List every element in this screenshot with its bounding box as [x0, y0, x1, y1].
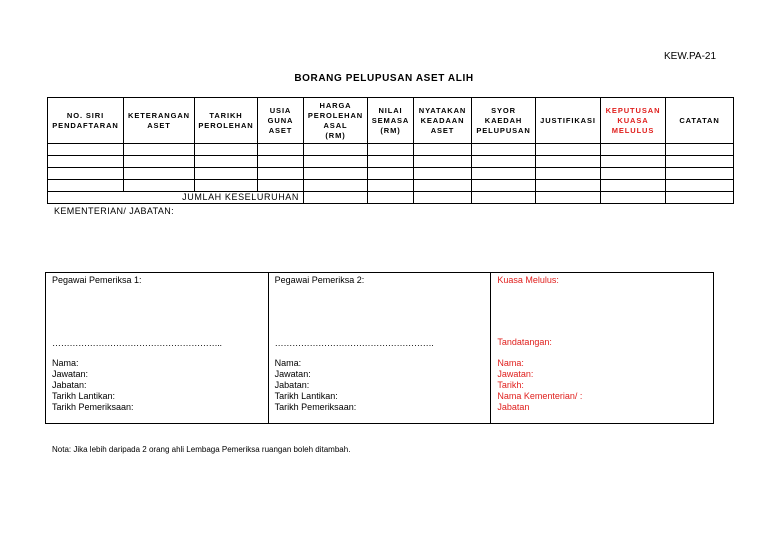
table-cell[interactable]	[258, 180, 304, 192]
approver-name-field[interactable]: Nama:	[497, 358, 524, 368]
header-line: GUNA	[267, 115, 294, 125]
table-cell[interactable]	[258, 168, 304, 180]
officer1-position-field[interactable]: Jawatan:	[52, 369, 89, 379]
col-keputusan-kuasa-melulus	[601, 98, 666, 144]
header-line: HARGA	[319, 100, 352, 110]
table-row	[48, 168, 734, 180]
table-cell[interactable]	[601, 156, 666, 168]
header-line: TARIKH	[209, 110, 243, 120]
table-cell[interactable]	[195, 180, 258, 192]
table-cell[interactable]	[368, 180, 414, 192]
table-cell[interactable]	[472, 180, 536, 192]
header-line: NILAI	[378, 105, 403, 115]
header-line: SYOR	[491, 105, 516, 115]
officer1-signature-line[interactable]: …………………………………………………..	[52, 338, 222, 348]
approver-signature-field[interactable]: Tandatangan:	[497, 337, 552, 347]
table-cell[interactable]	[536, 156, 601, 168]
approver-heading: Kuasa Melulus:	[497, 275, 559, 285]
table-cell	[601, 192, 666, 204]
header-line: SEMASA	[371, 115, 410, 125]
table-cell	[472, 192, 536, 204]
officer2-inspection-date-field[interactable]: Tarikh Pemeriksaan:	[274, 402, 357, 412]
table-cell[interactable]	[472, 168, 536, 180]
table-header-row	[48, 98, 734, 144]
officer2-department-field[interactable]: Jabatan:	[274, 380, 310, 390]
header-line: KEPUTUSAN	[605, 105, 661, 115]
col-justifikasi	[536, 98, 601, 144]
total-nilai-semasa-cell[interactable]	[368, 192, 414, 204]
table-cell[interactable]	[124, 168, 195, 180]
header-line: PELUPUSAN	[476, 125, 531, 135]
officer1-appointment-date-field[interactable]: Tarikh Lantikan:	[52, 391, 116, 401]
header-line: KETERANGAN	[128, 110, 190, 120]
header-line: JUSTIFIKASI	[540, 115, 596, 125]
approver-department-field[interactable]: Jabatan	[497, 402, 530, 412]
officer2-section	[268, 273, 491, 423]
table-cell[interactable]	[124, 156, 195, 168]
table-cell[interactable]	[666, 144, 734, 156]
table-cell[interactable]	[304, 144, 368, 156]
total-label: JUMLAH KESELURUHAN	[48, 192, 304, 204]
col-catatan	[666, 98, 734, 144]
header-line: NO. SIRI	[66, 110, 105, 120]
table-cell[interactable]	[368, 156, 414, 168]
table-cell[interactable]	[48, 144, 124, 156]
officer2-position-field[interactable]: Jawatan:	[274, 369, 311, 379]
table-cell[interactable]	[666, 156, 734, 168]
approver-fields	[497, 358, 582, 413]
officer1-inspection-date-field[interactable]: Tarikh Pemeriksaan:	[52, 402, 134, 412]
header-line: ASAL	[323, 120, 348, 130]
header-line: PENDAFTARAN	[52, 120, 119, 130]
table-cell[interactable]	[472, 156, 536, 168]
table-cell[interactable]	[414, 156, 472, 168]
header-line: USIA	[269, 105, 292, 115]
table-cell[interactable]	[48, 156, 124, 168]
header-line: ASET	[147, 120, 171, 130]
approver-date-field[interactable]: Tarikh:	[497, 380, 524, 390]
table-cell[interactable]	[536, 144, 601, 156]
approver-ministry-field[interactable]: Nama Kementerian/ :	[497, 391, 583, 401]
table-cell	[414, 192, 472, 204]
form-code: KEW.PA-21	[664, 51, 717, 62]
officer2-appointment-date-field[interactable]: Tarikh Lantikan:	[274, 391, 338, 401]
table-cell[interactable]	[258, 156, 304, 168]
header-line: (RM)	[325, 130, 346, 140]
total-row	[48, 192, 734, 204]
table-cell[interactable]	[304, 156, 368, 168]
total-harga-perolehan-cell[interactable]	[304, 192, 368, 204]
table-cell[interactable]	[601, 168, 666, 180]
signature-box	[45, 272, 714, 424]
table-cell[interactable]	[666, 180, 734, 192]
officer1-heading: Pegawai Pemeriksa 1:	[52, 275, 142, 285]
officer2-fields	[275, 358, 357, 413]
officer2-name-field[interactable]: Nama:	[274, 358, 302, 368]
form-title: BORANG PELUPUSAN ASET ALIH	[294, 73, 474, 84]
header-line: KUASA	[617, 115, 649, 125]
table-cell[interactable]	[124, 180, 195, 192]
officer1-name-field[interactable]: Nama:	[52, 358, 79, 368]
table-cell	[536, 192, 601, 204]
officer2-heading: Pegawai Pemeriksa 2:	[274, 275, 365, 285]
approver-position-field[interactable]: Jawatan:	[497, 369, 534, 379]
table-cell[interactable]	[258, 144, 304, 156]
table-cell[interactable]	[536, 180, 601, 192]
table-cell[interactable]	[195, 144, 258, 156]
table-cell[interactable]	[124, 144, 195, 156]
col-harga-perolehan-asal	[304, 98, 368, 144]
header-line: PEROLEHAN	[307, 110, 364, 120]
table-cell[interactable]	[48, 180, 124, 192]
table-cell[interactable]	[368, 144, 414, 156]
col-nilai-semasa	[368, 98, 414, 144]
col-usia-guna-aset	[258, 98, 304, 144]
header-line: KEADAAN	[420, 115, 465, 125]
table-row	[48, 156, 734, 168]
officer1-fields	[52, 358, 134, 413]
officer1-department-field[interactable]: Jabatan:	[52, 380, 87, 390]
header-line: NYATAKAN	[418, 105, 467, 115]
col-tarikh-perolehan	[195, 98, 258, 144]
col-nyatakan-keadaan-aset	[414, 98, 472, 144]
table-cell[interactable]	[414, 144, 472, 156]
table-cell[interactable]	[472, 144, 536, 156]
header-line: PEROLEHAN	[198, 120, 254, 130]
table-cell[interactable]	[195, 156, 258, 168]
ministry-label: KEMENTERIAN/ JABATAN:	[54, 206, 175, 216]
table-cell[interactable]	[368, 168, 414, 180]
table-cell[interactable]	[536, 168, 601, 180]
header-line: ASET	[268, 125, 293, 135]
table-cell[interactable]	[601, 180, 666, 192]
table-cell[interactable]	[304, 180, 368, 192]
table-cell[interactable]	[414, 168, 472, 180]
header-line: KAEDAH	[484, 115, 523, 125]
header-line: (RM)	[380, 125, 401, 135]
table-cell[interactable]	[304, 168, 368, 180]
officer2-signature-line[interactable]: ……………………………………………….	[274, 338, 434, 348]
footnote: Nota: Jika lebih daripada 2 orang ahli Lembaga Pemeriksa ruangan boleh ditambah.	[52, 445, 351, 454]
table-cell[interactable]	[601, 144, 666, 156]
asset-disposal-table	[47, 97, 734, 204]
col-syor-kaedah-pelupusan	[472, 98, 536, 144]
table-cell[interactable]	[414, 180, 472, 192]
table-row	[48, 144, 734, 156]
col-no-siri-pendaftaran	[48, 98, 124, 144]
header-line: MELULUS	[611, 125, 655, 135]
table-cell[interactable]	[666, 168, 734, 180]
table-row	[48, 180, 734, 192]
table-cell	[666, 192, 734, 204]
officer1-section	[46, 273, 268, 423]
table-cell[interactable]	[195, 168, 258, 180]
approver-section	[490, 273, 713, 423]
header-line: ASET	[430, 125, 455, 135]
table-cell[interactable]	[48, 168, 124, 180]
col-keterangan-aset	[124, 98, 195, 144]
header-line: CATATAN	[679, 115, 720, 125]
